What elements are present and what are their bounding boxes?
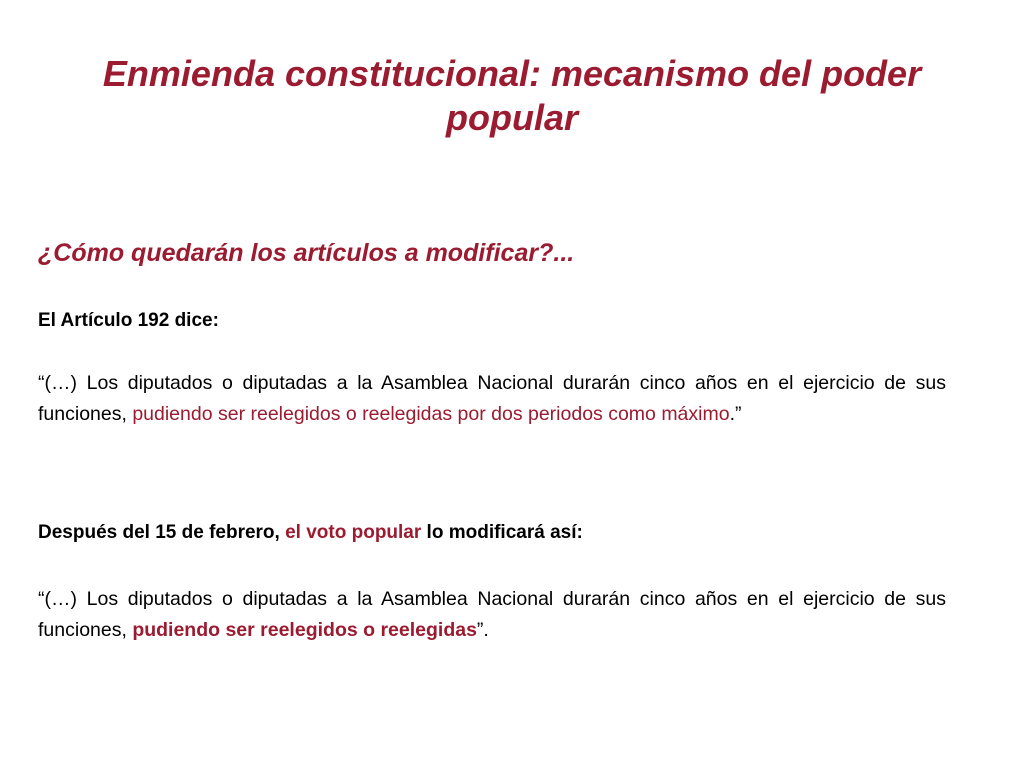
slide-title: Enmienda constitucional: mecanismo del poder popular	[102, 53, 922, 138]
current-article-quote	[38, 368, 946, 430]
amended-quote-text: “(…) Los diputados o diputadas a la Asamblea Nacional durarán cinco años en el ejercicio de sus funciones,	[38, 588, 946, 641]
article-label: El Artículo 192 dice:	[38, 310, 219, 331]
amended-article-quote	[38, 584, 946, 646]
amendment-label-text: Después del 15 de febrero,	[38, 522, 286, 543]
quote-highlight: pudiendo ser reelegidos o reelegidas por dos periodos como máximo	[132, 403, 730, 425]
quote-text: “(…) Los diputados o diputadas a la Asamblea Nacional durarán cinco años en el ejercicio de sus funciones,	[38, 372, 946, 425]
amendment-label-highlight: el voto popular	[285, 522, 422, 543]
quote-end: .”	[729, 403, 742, 425]
section-question: ¿Cómo quedarán los artículos a modificar?...	[38, 239, 575, 267]
amended-quote-end: ”.	[476, 619, 489, 641]
amendment-label	[38, 520, 948, 546]
amendment-label-end: lo modificará así:	[421, 522, 583, 543]
amended-quote-highlight: pudiendo ser reelegidos o reelegidas	[132, 619, 477, 641]
